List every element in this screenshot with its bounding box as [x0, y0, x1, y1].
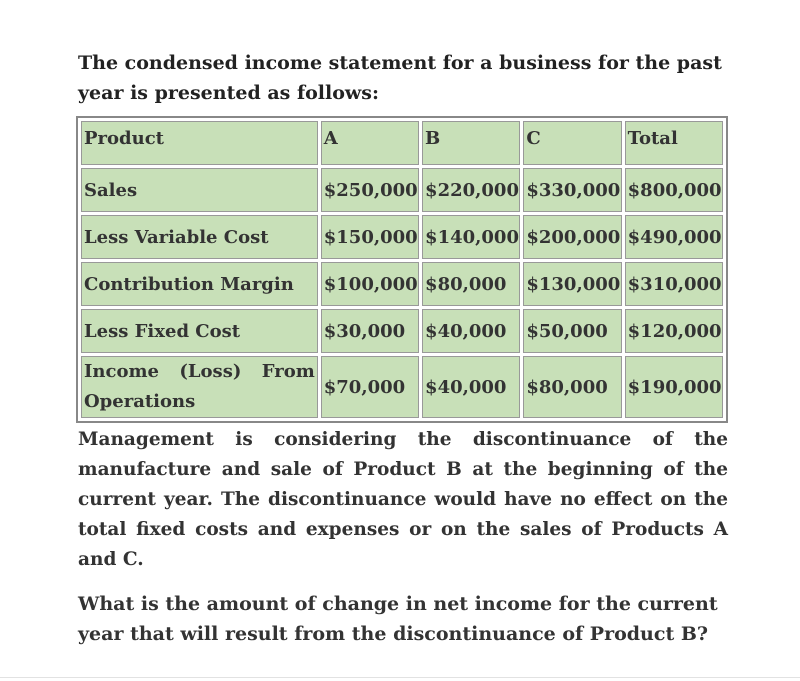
cell-a: $30,000	[321, 309, 419, 353]
table-row-fixed-cost	[81, 309, 723, 353]
row-label: Contribution Margin	[81, 262, 318, 306]
row-label: Sales	[81, 168, 318, 212]
document-page	[78, 48, 728, 649]
cell-a: $70,000	[321, 356, 419, 418]
cell-c: $50,000	[523, 309, 621, 353]
row-label: Income (Loss) From Operations	[81, 356, 318, 418]
table-row-variable-cost	[81, 215, 723, 259]
cell-a: $250,000	[321, 168, 419, 212]
cell-total: $310,000	[625, 262, 723, 306]
cell-c: $200,000	[523, 215, 621, 259]
cell-a: $150,000	[321, 215, 419, 259]
cell-c: $130,000	[523, 262, 621, 306]
header-a: A	[321, 121, 419, 165]
cell-b: $140,000	[422, 215, 520, 259]
intro-paragraph: The condensed income statement for a business for the past year is presented as follows:	[78, 52, 722, 104]
cell-c: $80,000	[523, 356, 621, 418]
header-product: Product	[81, 121, 318, 165]
bottom-divider	[0, 677, 800, 678]
cell-c: $330,000	[523, 168, 621, 212]
cell-b: $220,000	[422, 168, 520, 212]
table-header-row	[81, 121, 723, 165]
table-row-contribution-margin	[81, 262, 723, 306]
cell-total: $120,000	[625, 309, 723, 353]
header-total: Total	[625, 121, 723, 165]
row-label: Less Fixed Cost	[81, 309, 318, 353]
cell-total: $800,000	[625, 168, 723, 212]
table-row-sales	[81, 168, 723, 212]
cell-a: $100,000	[321, 262, 419, 306]
row-label: Less Variable Cost	[81, 215, 318, 259]
discontinuance-paragraph: Management is considering the discontinuance of the manufacture and sale of Product B at the beginning of the current year. The discontinuance would have no effect on the total fixed costs and expenses or on the sales of Products A and C.	[78, 429, 728, 570]
cell-total: $490,000	[625, 215, 723, 259]
cell-total: $190,000	[625, 356, 723, 418]
table-row-income-from-operations	[81, 356, 723, 418]
header-c: C	[523, 121, 621, 165]
question-paragraph: What is the amount of change in net income for the current year that will result from the discontinuance of Product B?	[78, 593, 718, 645]
cell-b: $40,000	[422, 356, 520, 418]
cell-b: $80,000	[422, 262, 520, 306]
cell-b: $40,000	[422, 309, 520, 353]
income-statement-table	[76, 116, 728, 423]
header-b: B	[422, 121, 520, 165]
